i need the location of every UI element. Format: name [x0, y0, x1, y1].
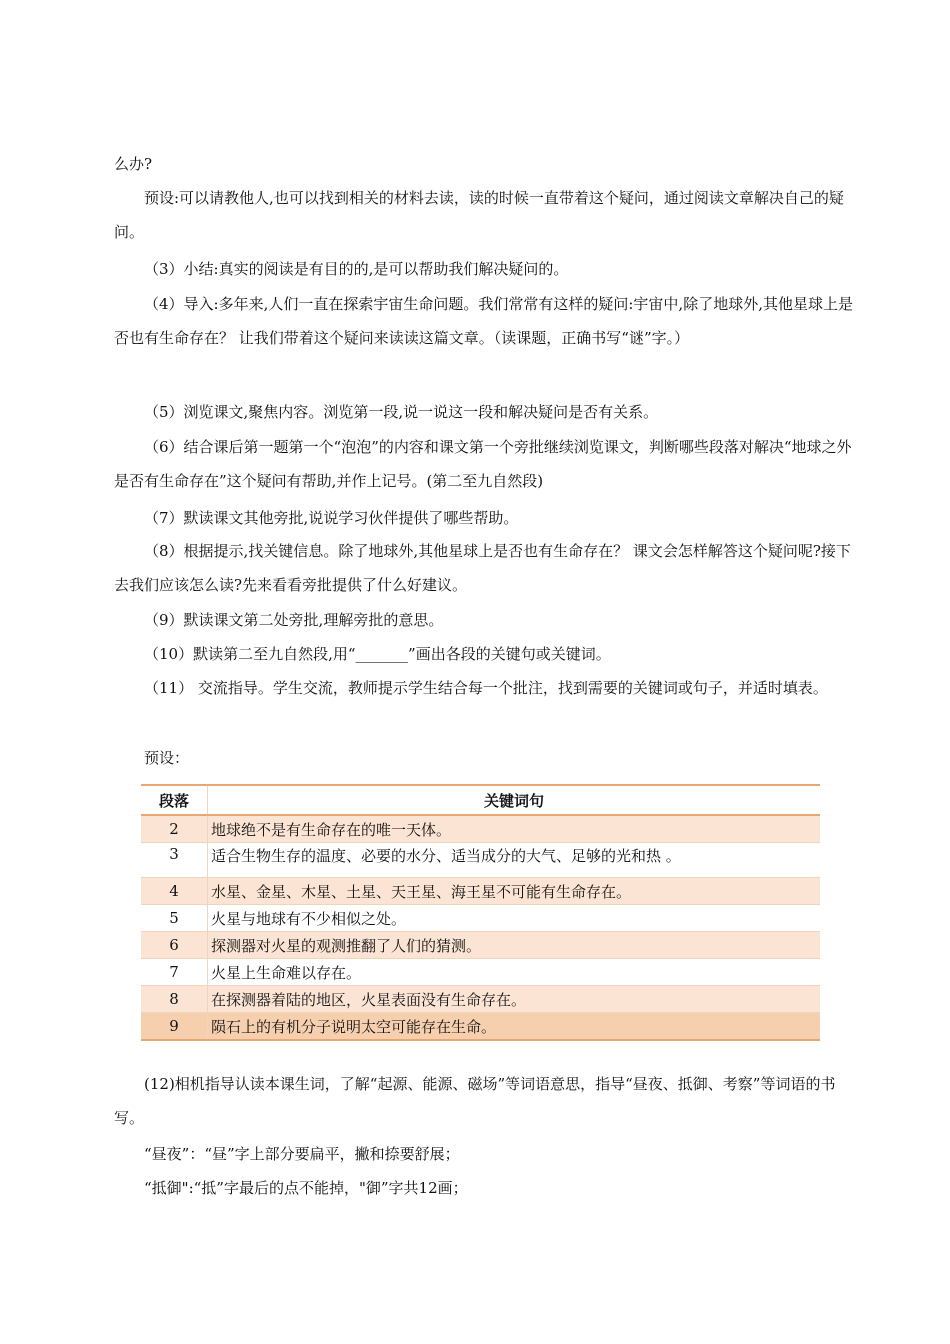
paragraph-step-3: （3）小结:真实的阅读是有目的的,是可以帮助我们解决疑问的。: [144, 260, 569, 278]
table-row: [141, 1013, 820, 1041]
paragraph-preset-2: 预设：: [144, 749, 190, 767]
header-paragraph: 段落: [141, 785, 208, 815]
row-number: 2: [141, 815, 208, 843]
row-number: 8: [141, 986, 208, 1013]
paragraph-step-4: （4）导入:多年来,人们一直在探索宇宙生命问题。我们常常有这样的疑问:宇宙中,除了地球外,其他星球上是否也有生命存在？ 让我们带着这个疑问来读读这篇文章。（读课题，正确书写“谜”字。）: [114, 295, 853, 347]
paragraph-writing-diyu: “抵御":“抵”字最后的点不能掉，"御”字共12画；: [144, 1179, 468, 1197]
row-text: 陨石上的有机分子说明太空可能存在生命。: [208, 1013, 821, 1041]
row-text: 探测器对火星的观测推翻了人们的猜测。: [208, 932, 821, 959]
row-text: 火星上生命难以存在。: [208, 959, 821, 986]
row-number: 7: [141, 959, 208, 986]
row-number: 4: [141, 878, 208, 905]
table-row: [141, 815, 820, 843]
header-key-sentence: 关键词句: [208, 785, 821, 815]
row-number: 6: [141, 932, 208, 959]
paragraph-step-6: （6）结合课后第一题第一个“泡泡”的内容和课文第一个旁批继续浏览课文，判断哪些段落对解决“地球之外是否有生命存在”这个疑问有帮助,并作上记号。(第二至九自然段): [114, 438, 852, 490]
row-text: 适合生物生存的温度、必要的水分、适当成分的大气、足够的光和热 。: [208, 843, 821, 878]
paragraph-preset-1: 预设:可以请教他人,也可以找到相关的材料去读，读的时候一直带着这个疑问，通过阅读文章解决自己的疑问。: [114, 189, 844, 241]
paragraph-step-11: （11） 交流指导。学生交流，教师提示学生结合每一个批注，找到需要的关键词或句子，并适时填表。: [144, 679, 828, 697]
paragraph-step-9: （9）默读课文第二处旁批,理解旁批的意思。: [144, 611, 444, 629]
key-sentence-table: [141, 784, 820, 1041]
paragraph-step-12: (12)相机指导认读本课生词，了解“起源、能源、磁场”等词语意思，指导“昼夜、抵御、考察”等词语的书写。: [114, 1075, 836, 1127]
table-row: [141, 986, 820, 1013]
row-number: 5: [141, 905, 208, 932]
paragraph-step-7: （7）默读课文其他旁批,说说学习伙伴提供了哪些帮助。: [144, 509, 519, 527]
row-text: 地球绝不是有生命存在的唯一天体。: [208, 815, 821, 843]
table-row: [141, 959, 820, 986]
paragraph-writing-zhouye: “昼夜”：“昼”字上部分要扁平，撇和捺要舒展；: [144, 1145, 460, 1163]
paragraph-step-5: （5）浏览课文,聚焦内容。浏览第一段,说一说这一段和解决疑问是否有关系。: [144, 403, 659, 421]
paragraph-continuation: 么办?: [114, 155, 153, 173]
table-header-row: [141, 785, 820, 815]
paragraph-step-10: （10）默读第二至九自然段,用“_______”画出各段的关键句或关键词。: [144, 645, 611, 663]
row-text: 在探测器着陆的地区，火星表面没有生命存在。: [208, 986, 821, 1013]
table-row: [141, 932, 820, 959]
table-row: [141, 843, 820, 878]
paragraph-step-8: （8）根据提示,找关键信息。除了地球外,其他星球上是否也有生命存在？ 课文会怎样解答这个疑问呢?接下去我们应该怎么读?先来看看旁批提供了什么好建议。: [114, 542, 851, 594]
row-number: 3: [141, 843, 208, 878]
row-text: 水星、金星、木星、土星、天王星、海王星不可能有生命存在。: [208, 878, 821, 905]
table-row: [141, 878, 820, 905]
row-text: 火星与地球有不少相似之处。: [208, 905, 821, 932]
row-number: 9: [141, 1013, 208, 1041]
table-row: [141, 905, 820, 932]
